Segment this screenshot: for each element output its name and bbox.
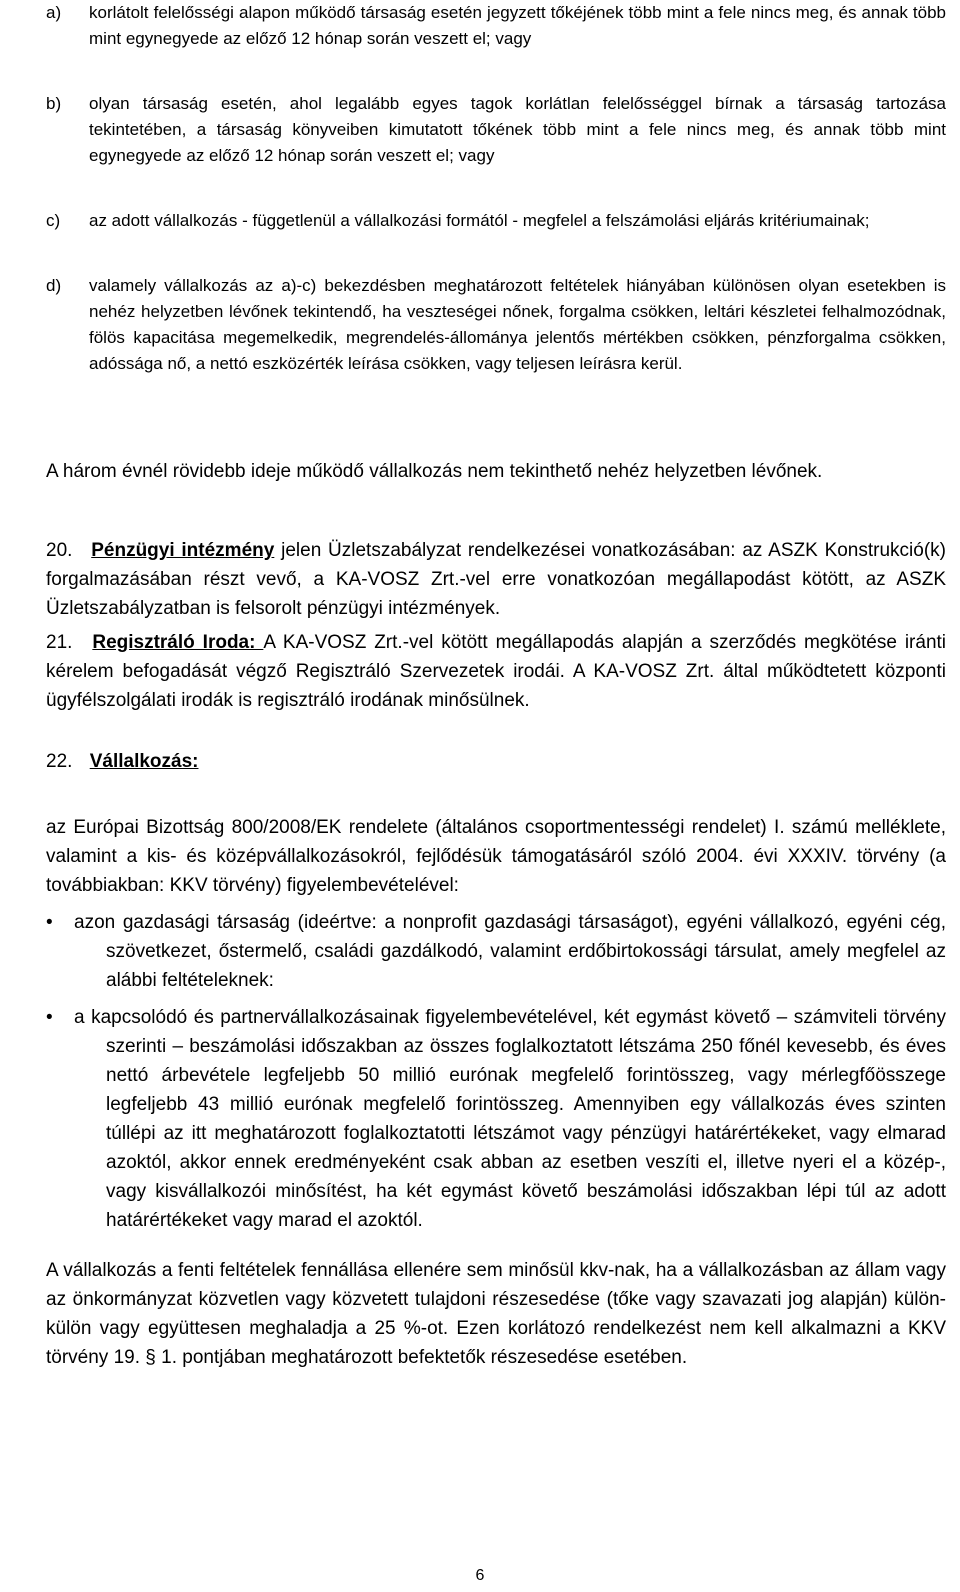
list-item-text: olyan társaság esetén, ahol legalább egyes tagok korlátlan felelősséggel bírnak a társaság tartozása tekintetében, a társaság könyveiben kimutatott tőkének több mint a fele nincs meg, és annak több mint egynegyede az előző 12 hónap során veszett el; vagy (89, 94, 946, 165)
definition-22-heading (46, 747, 946, 776)
list-item-d (46, 273, 946, 377)
definition-number: 21. (46, 632, 73, 653)
paragraph-three-years: A három évnél rövidebb ideje működő vállalkozás nem tekinthető nehéz helyzetben lévőnek. (46, 461, 823, 482)
bullet-item-text: azon gazdasági társaság (ideértve: a nonprofit gazdasági társaságot), egyéni vállalkozó, egyéni cég, szövetkezet, őstermelő, családi gazdálkodó, valamint erdőbirtokossági társulat, amely megfelel az alábbi feltételeknek: (74, 912, 946, 991)
definition-term: Pénzügyi intézmény (91, 540, 275, 561)
definition-text: jelen Üzletszabályzat rendelkezései vonatkozásában: az ASZK Konstrukció(k) forgalmazásában részt vevő, a KA-VOSZ Zrt.-vel erre vonatkozóan megállapodást kötött, az ASZK Üzletszabályzatban is felsorolt pénzügyi intézmények. (46, 540, 946, 619)
definition-20 (46, 536, 946, 623)
list-item-b (46, 91, 946, 169)
bullet-item-2 (46, 1003, 946, 1235)
definition-number: 22. (46, 751, 73, 772)
definition-text: A KA-VOSZ Zrt.-vel kötött megállapodás alapján a szerződés megkötése iránti kérelem befogadását végző Regisztráló Szervezetek irodái. A KA-VOSZ Zrt. által működtetett központi ügyfélszolgálati irodák is regisztráló irodának minősülnek. (46, 632, 947, 711)
bullet-item-1 (46, 908, 946, 995)
bullet-dot: • (46, 1007, 53, 1028)
paragraph-closing: A vállalkozás a fenti feltételek fennállása ellenére sem minősül kkv-nak, ha a vállalkozásban az állam vagy az önkormányzat közvetlen vagy közvetett tulajdoni részesedése (tőke vagy szavazati jog alapján) külön-külön vagy együttesen meghaladja a 25 %-ot. Ezen korlátozó rendelkezést nem kell alkalmazni a KKV törvény 19. § 1. pontjában meghatározott befektetők részesedése esetében. (46, 1260, 946, 1368)
list-item-a (46, 0, 946, 52)
definition-term: Vállalkozás: (89, 751, 199, 772)
list-marker: a) (46, 3, 62, 22)
definition-21 (46, 628, 946, 715)
list-marker: d) (46, 276, 62, 295)
bullet-dot: • (46, 912, 53, 933)
definition-22-text: az Európai Bizottság 800/2008/EK rendelete (általános csoportmentességi rendelet) I. számú melléklete, valamint a kis- és középvállalkozásokról, fejlődésük támogatásáról szóló 2004. évi XXXIV. törvény (a továbbiakban: KKV törvény) figyelembevételével: (46, 817, 946, 896)
list-item-text: korlátolt felelősségi alapon működő társaság esetén jegyzett tőkéjének több mint a fele nincs meg, és annak több mint egynegyede az előző 12 hónap során veszett el; vagy (89, 3, 946, 48)
list-marker: c) (46, 211, 61, 230)
bullet-item-text: a kapcsolódó és partnervállalkozásainak figyelembevételével, két egymást követő – számviteli törvény szerinti – beszámolási időszakban az összes foglalkoztatott létszáma 250 főnél kevesebb, és éves nettó árbevétele legfeljebb 50 millió eurónak megfelelő forintösszeg, vagy mérlegfőösszege legfeljebb 43 millió eurónak megfelelő forintösszeg. Amennyiben egy vállalkozás éves szinten túllépi az itt meghatározott foglalkoztatotti létszámot vagy pénzügyi határértékeket, vagy elmarad azoktól, akkor ennek eredményeként csak abban az esetben veszíti el, illetve nyeri el a közép-, vagy kisvállalkozói minősítést, ha két egymást követő beszámolási időszakban lépi túl az adott határértékeket vagy marad el azoktól. (74, 1007, 946, 1231)
list-item-text: az adott vállalkozás - függetlenül a vállalkozási formától - megfelel a felszámolási eljárás kritériumainak; (89, 211, 870, 230)
page-number: 6 (475, 1567, 485, 1584)
definition-term: Regisztráló Iroda: (92, 632, 264, 653)
list-item-text: valamely vállalkozás az a)-c) bekezdésben meghatározott feltételek hiányában különösen olyan esetekben is nehéz helyzetben lévőnek tekintendő, ha veszteségei nőnek, forgalma csökken, leltári készletei felhalmozódnak, fölös kapacitása megemelkedik, megrendelés-állománya jelentős mértékben csökken, pénzforgalma csökken, adóssága nő, a nettó eszközérték leírása csökken, vagy teljesen leírásra kerül. (89, 276, 946, 373)
definition-number: 20. (46, 540, 73, 561)
list-marker: b) (46, 94, 62, 113)
list-item-c (46, 208, 946, 234)
